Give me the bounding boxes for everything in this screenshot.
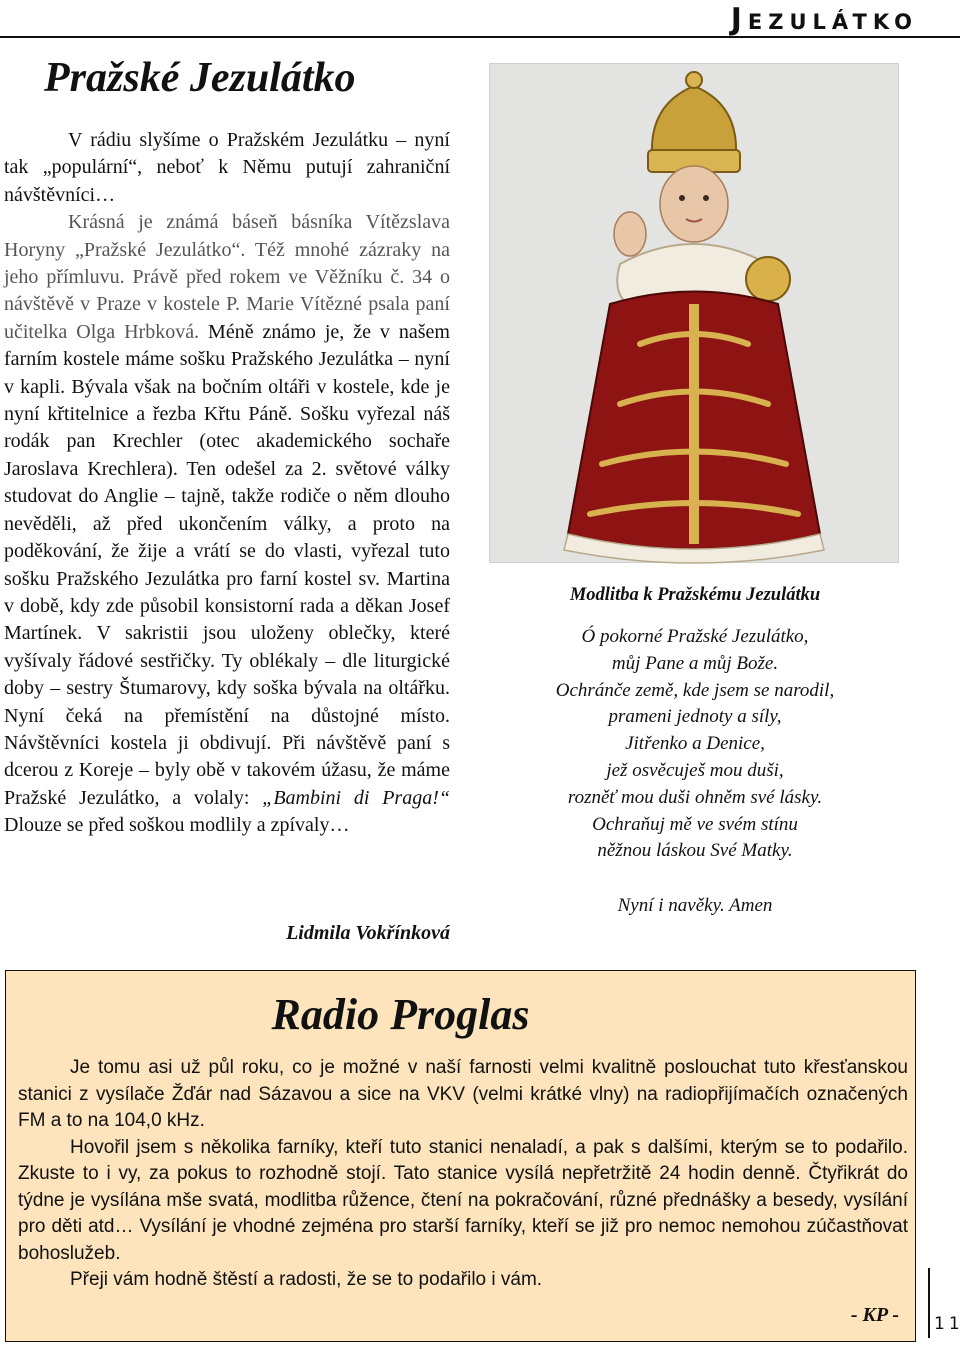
jezulatko-illustration [490, 64, 898, 562]
prayer-block [489, 585, 901, 917]
article-paragraph-2a: Krásná je známá báseň básníka Vítězslava Horyny „Pražské Jezulátko“. Též mnohé zázraky na jeho přímluvu. Právě před rokem ve Věžníku č. 34 o návštěvě v Praze v kostele P. Marie Vítězné psala paní učitelka Olga Hrbková. [4, 211, 450, 343]
prayer-title: Modlitba k Pražskému Jezulátku [569, 585, 821, 605]
article-paragraph-2 [4, 209, 450, 839]
article-author: Lidmila Vokřínková [286, 922, 450, 944]
proglas-title: Radio Proglas [271, 990, 530, 1039]
child-face [660, 166, 728, 242]
prayer-line: Ochránče země, kde jsem se narodil, [555, 679, 835, 701]
globe-icon [746, 257, 790, 301]
header-rule [0, 36, 960, 38]
page-header-title: Jezulátko [730, 2, 918, 37]
prayer-line: Ochraňuj mě ve svém stínu [592, 813, 798, 835]
proglas-paragraph: Je tomu asi už půl roku, co je možné v naší farnosti velmi kvalitně poslouchat tuto křesťanskou stanici z vysílače Žďár nad Sázavou a sice na VKV (velmi krátké vlny) na radiopřijímačích označených FM a to na 104,0 kHz. [18, 1057, 908, 1131]
prayer-amen: Nyní i navěky. Amen [617, 895, 773, 917]
raised-hand [614, 212, 646, 256]
jezulatko-photo [489, 63, 899, 563]
article-body [4, 127, 450, 840]
article-quote: „Bambini di Praga!“ [262, 786, 450, 809]
prayer-line: rozněť mou duši ohněm své lásky. [567, 786, 823, 808]
proglas-paragraph: Přeji vám hodně štěstí a radosti, že se to podařilo i vám. [70, 1269, 543, 1290]
article-paragraph-2c: Dlouze se před soškou modlily a zpívaly… [4, 814, 350, 837]
article-paragraph-2b: Méně známo je, že v našem farním kostele máme sošku Pražského Jezulátka – nyní v kapli. Bývala však na bočním oltáři v kostele, kde je nyní křtitelnice a řezba Křtu Páně. Sošku vyřezal náš rodák pan Krechler (otec akademického sochaře Jaroslava Krechlera). Ten odešel za 2. světové války studovat do Anglie – tajně, takže rodiče o něm dlouho nevěděli, až před ukončením války, a proto na poděkování, že žije a vrátí se do vlasti, vyřezal tuto sošku Pražského Jezulátka pro farní kostel sv. Martina v době, kdy zde působil konsistorní rada a děkan Josef Martínek. V sakristii jsou uloženy oblečky, které vyšívaly řádové sestřičky. Ty oblékaly – dle liturgické doby – sestry Štumarovy, kdy soška bývala na oltářku. Nyní čeká na přemístění na důstojné místo. Návštěvníci kostela ji obdivují. Při návštěvě paní s dcerou z Koreje – byly obě v takovém úžasu, že máme Pražské Jezulátko, a volaly: [4, 320, 450, 809]
page-number-rule [928, 1268, 930, 1338]
page-number: 11 [934, 1314, 964, 1334]
crown-cross [686, 72, 702, 88]
article-title: Pražské Jezulátko [44, 55, 356, 101]
proglas-box [5, 970, 916, 1342]
proglas-paragraph: Hovořil jsem s několika farníky, kteří tuto stanici nenaladí, a pak s dalšími, kterým se to podařilo. Zkuste to i vy, za pokus to rozhodně stojí. Tato stanice vysílá nepřetržitě 24 hodin denně. Čtyřikrát do týdne je vysílána mše svatá, modlitba růžence, čtení na pokračování, různé přednášky a besedy, vysílání pro děti atd… Vysílání je vhodné zejména pro starší farníky, kteří se již pro nemoc nemohou zúčastňovat bohoslužeb. [18, 1136, 908, 1264]
article-paragraph-1: V rádiu slyšíme o Pražském Jezulátku – nyní tak „populární“, neboť k Němu putují zahraniční návštěvníci… [4, 129, 450, 206]
prayer-line: Jitřenko a Denice, [625, 733, 765, 755]
prayer-line: něžnou láskou Své Matky. [597, 840, 793, 862]
proglas-signature: - KP - [850, 1304, 899, 1326]
prayer-line: prameni jednoty a síly, [608, 706, 782, 728]
proglas-body [18, 1055, 908, 1294]
prayer-line: jež osvěcuješ mou duši, [606, 759, 784, 781]
eye-right [703, 195, 709, 201]
eye-left [679, 195, 685, 201]
prayer-line: Ó pokorné Pražské Jezulátko, [581, 626, 809, 647]
prayer-line: můj Pane a můj Bože. [611, 652, 779, 674]
